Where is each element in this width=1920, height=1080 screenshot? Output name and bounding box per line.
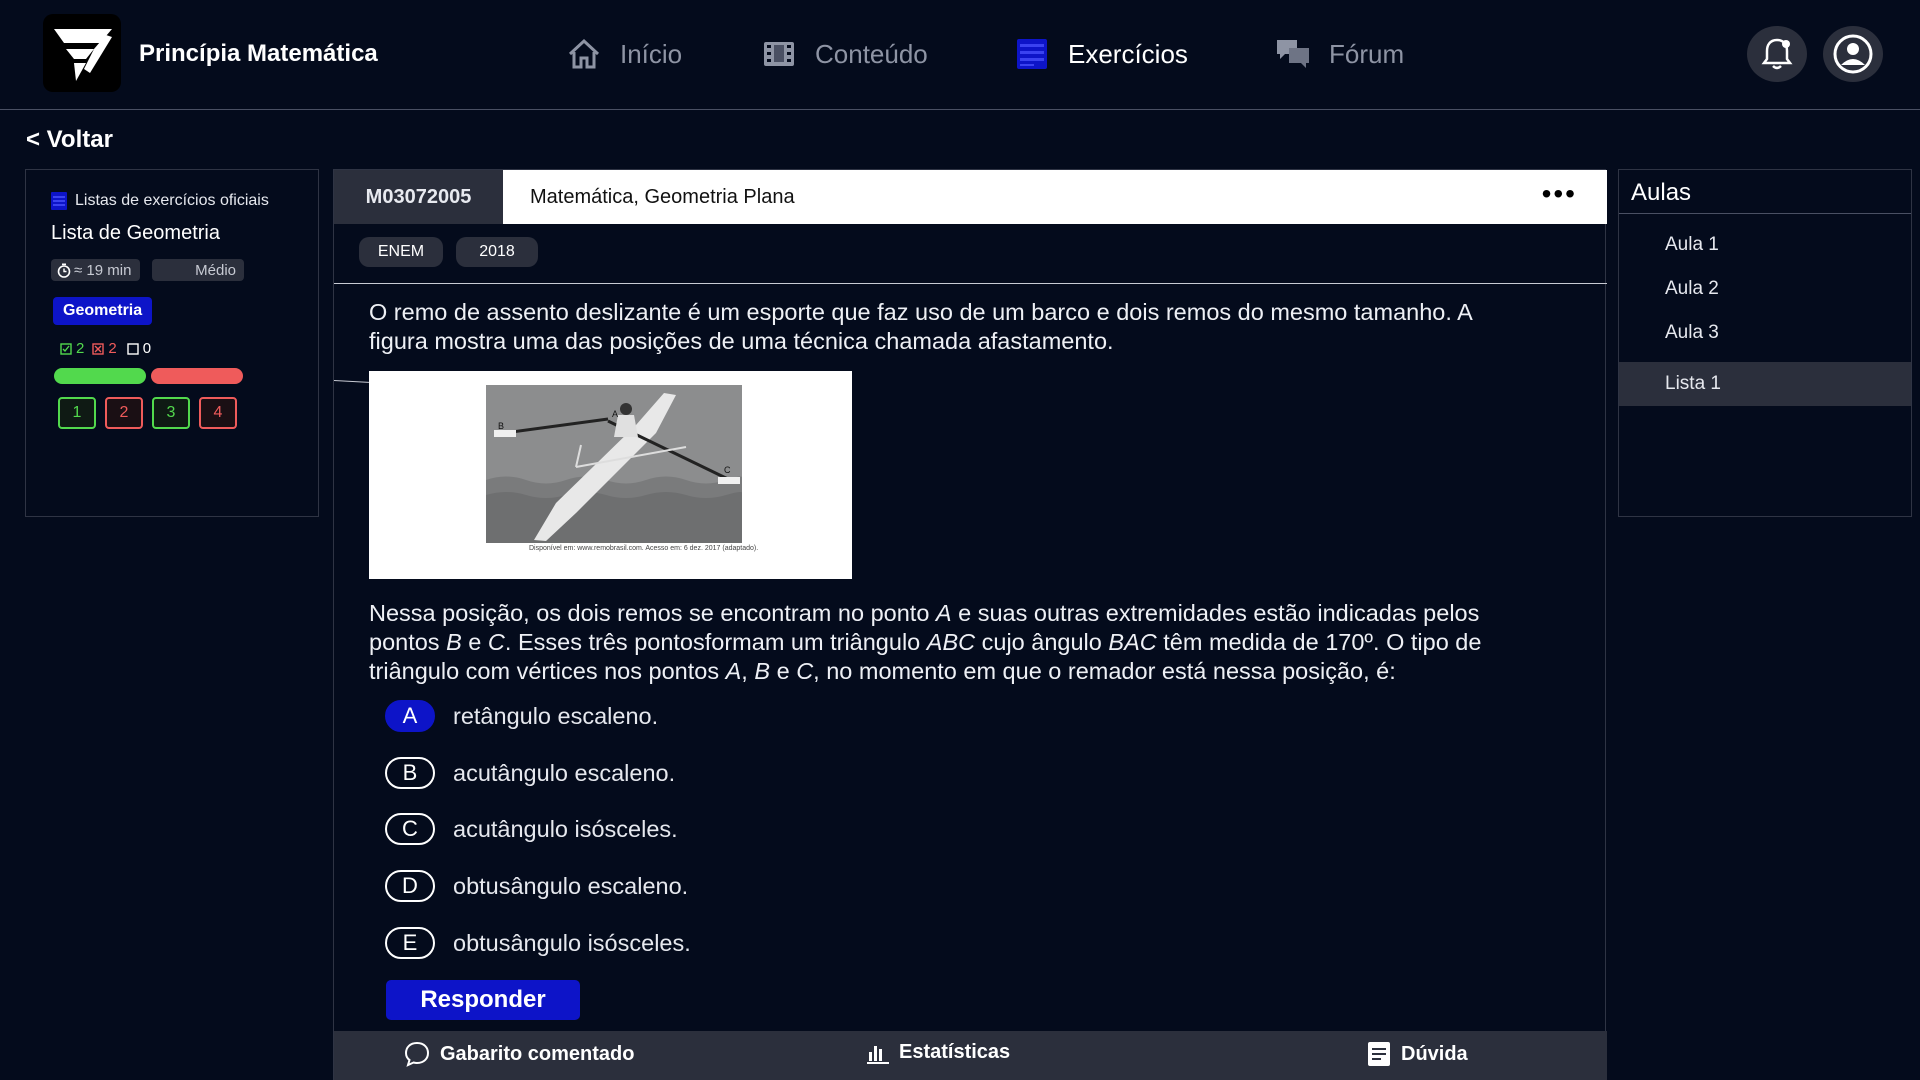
empty-box-icon — [127, 343, 139, 355]
exercise-list-panel — [25, 169, 319, 517]
lessons-panel — [1618, 169, 1912, 517]
option-c-letter: C — [385, 813, 435, 845]
doubt-label: Dúvida — [1401, 1042, 1468, 1065]
statistics-label: Estatísticas — [899, 1041, 1011, 1063]
option-b-letter: B — [385, 757, 435, 789]
rowing-boat-illustration — [486, 385, 742, 543]
option-b[interactable] — [385, 757, 675, 789]
option-b-text: acutângulo escaleno. — [453, 759, 676, 786]
point-b-label: B — [498, 421, 505, 431]
x-box-icon — [92, 343, 104, 355]
bar-chart-icon — [867, 1042, 889, 1064]
profile-button[interactable] — [1823, 26, 1883, 82]
note-icon — [1367, 1041, 1391, 1067]
more-options-icon[interactable]: ••• — [1541, 178, 1577, 209]
body-line-1: Nessa posição, os dois remos se encontram no ponto A e suas outras extremidades estão indicadas pelos — [369, 600, 1480, 626]
user-avatar-icon — [1832, 33, 1874, 75]
brand-name: Princípia Matemática — [139, 40, 378, 67]
option-a-text: retângulo escaleno. — [453, 702, 659, 729]
option-c[interactable] — [385, 813, 678, 845]
nav-inicio-label: Início — [620, 38, 683, 69]
body-line-3: triângulo com vértices nos pontos A, B e C, no momento em que o remador está nessa posição, é: — [369, 658, 1396, 684]
top-navbar — [0, 0, 1920, 110]
question-subject: Matemática, Geometria Plana — [530, 185, 795, 208]
option-a[interactable] — [385, 700, 658, 732]
topic-tag: Geometria — [53, 297, 152, 325]
film-icon — [761, 36, 797, 72]
question-figure — [369, 371, 852, 579]
commented-answer-button[interactable] — [404, 1041, 634, 1067]
answer-stats — [60, 340, 151, 357]
option-e-letter: E — [385, 927, 435, 959]
question-body — [369, 599, 1589, 686]
point-a-label: A — [612, 409, 619, 419]
rowing-photo — [486, 385, 742, 543]
nav-exercicios-label: Exercícios — [1068, 38, 1188, 69]
doubt-button[interactable] — [1367, 1041, 1468, 1067]
nav-conteudo[interactable] — [761, 36, 928, 72]
list-title: Lista de Geometria — [51, 222, 220, 244]
list-category-label: Listas de exercícios oficiais — [75, 192, 269, 209]
year-tag: 2018 — [456, 237, 538, 267]
lesson-item-1[interactable]: Aula 1 — [1665, 234, 1719, 255]
statistics-button[interactable] — [867, 1041, 1010, 1064]
correct-count: 2 — [76, 340, 85, 357]
option-a-letter: A — [385, 700, 435, 732]
wrong-count: 2 — [108, 340, 117, 357]
speech-bubble-icon — [404, 1041, 430, 1067]
lesson-item-3[interactable]: Aula 3 — [1665, 322, 1719, 343]
exam-tag: ENEM — [359, 237, 443, 267]
question-card — [333, 169, 1606, 1080]
decorative-line — [334, 380, 369, 383]
notifications-button[interactable] — [1747, 26, 1807, 82]
question-footer — [334, 1031, 1607, 1080]
wrong-progress-bar — [151, 368, 243, 384]
lessons-divider — [1619, 213, 1911, 214]
difficulty-chip — [152, 259, 244, 281]
correct-progress-bar — [54, 368, 146, 384]
brand-logo[interactable] — [43, 14, 121, 92]
question-code: M03072005 — [334, 170, 503, 224]
nav-inicio[interactable] — [566, 36, 682, 72]
lesson-item-list-1[interactable]: Lista 1 — [1619, 362, 1911, 406]
header-divider — [334, 283, 1607, 284]
check-box-icon — [60, 343, 72, 355]
intro-line-1: O remo de assento deslizante é um esporte que faz uso de um barco e dois remos do mesmo tamanho. A — [369, 299, 1473, 325]
option-e[interactable] — [385, 927, 691, 959]
bell-icon — [1760, 36, 1794, 72]
question-3-button[interactable]: 3 — [152, 397, 190, 429]
exercises-icon — [1014, 36, 1050, 72]
nav-forum[interactable] — [1275, 36, 1404, 72]
option-d-letter: D — [385, 870, 435, 902]
figure-caption: Disponível em: www.remobrasil.com. Acesso em: 6 dez. 2017 (adaptado). — [529, 545, 759, 552]
option-d-text: obtusângulo escaleno. — [453, 872, 689, 899]
body-line-2: pontos B e C. Esses três pontosformam um triângulo ABC cujo ângulo BAC têm medida de 170º. O tipo de — [369, 629, 1482, 655]
intro-line-2: figura mostra uma das posições de uma técnica chamada afastamento. — [369, 328, 1114, 354]
question-subject-bar — [503, 170, 1607, 224]
submit-answer-button[interactable]: Responder — [386, 980, 580, 1020]
option-c-text: acutângulo isósceles. — [453, 815, 678, 842]
option-e-text: obtusângulo isósceles. — [453, 929, 691, 956]
timer-icon — [57, 263, 71, 278]
nav-conteudo-label: Conteúdo — [815, 38, 928, 69]
difficulty-label: Médio — [195, 261, 236, 279]
list-category — [51, 192, 269, 210]
nav-forum-label: Fórum — [1329, 38, 1405, 69]
duration-chip — [51, 259, 140, 281]
question-2-button[interactable]: 2 — [105, 397, 143, 429]
lesson-item-2[interactable]: Aula 2 — [1665, 278, 1719, 299]
duration-label: ≈ 19 min — [74, 261, 132, 279]
question-4-button[interactable]: 4 — [199, 397, 237, 429]
back-link[interactable]: < Voltar — [26, 126, 113, 153]
point-c-label: C — [724, 465, 731, 475]
question-intro — [369, 298, 1589, 356]
option-d[interactable] — [385, 870, 688, 902]
question-1-button[interactable]: 1 — [58, 397, 96, 429]
home-icon — [566, 36, 602, 72]
lessons-title: Aulas — [1631, 179, 1692, 206]
nav-exercicios[interactable] — [1014, 36, 1188, 72]
chat-bubbles-icon — [1275, 36, 1311, 72]
blank-count: 0 — [142, 340, 152, 357]
logo-icon — [50, 23, 114, 83]
commented-answer-label: Gabarito comentado — [440, 1042, 635, 1065]
list-icon — [51, 192, 67, 210]
